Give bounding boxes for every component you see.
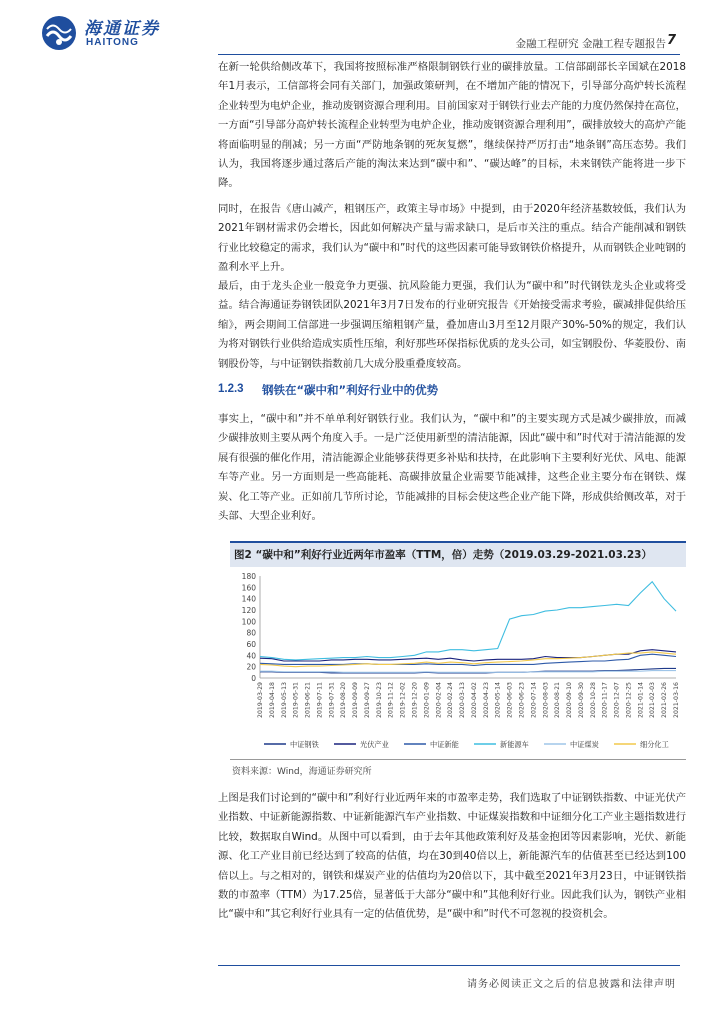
haitong-emblem-icon — [40, 14, 78, 52]
x-tick-label: 2020-11-17 — [601, 682, 609, 718]
x-tick-label: 2020-06-23 — [518, 682, 526, 718]
x-tick-label: 2019-06-21 — [304, 682, 312, 718]
x-tick-label: 2019-08-20 — [340, 682, 348, 718]
legend-label: 中证钢铁 — [290, 740, 319, 749]
x-tick-label: 2020-06-03 — [506, 682, 514, 718]
x-tick-label: 2019-12-20 — [411, 682, 419, 718]
x-tick-label: 2020-12-25 — [625, 682, 633, 718]
source-divider — [230, 759, 686, 760]
paragraph-leaders: 最后，由于龙头企业一般竞争力更强、抗风险能力更强，我们认为“碳中和”时代钢铁龙头企业或将受益。结合海通证券钢铁团队2021年3月7日发布的行业研究报告《开始接受需求考验，碳减排促供给压缩》，两会期间工信部进一步强调压缩粗钢产量，叠加唐山3月至12月限产30%-50%的规定，我们认为将对钢铁行业供给造成实质性压缩，利好那些环保指标优质的龙头公司，如宝钢股份、华菱股份、南钢股份等，与中证钢铁指数前几大成分股重叠度较高。 — [218, 280, 686, 370]
header-divider — [218, 54, 680, 55]
x-tick-label: 2019-11-12 — [387, 682, 395, 718]
x-tick-label: 2020-04-02 — [470, 682, 478, 718]
legend-label: 光伏产业 — [360, 740, 389, 749]
x-tick-label: 2021-03-16 — [673, 682, 680, 718]
paragraph-supply-reform: 在新一轮供给侧改革下，我国将按照标准严格限制钢铁行业的碳排放量。工信部副部长辛国斌在2018年1月表示，工信部将会同有关部门，加强政策研判，在不增加产能的情况下，引导部分高炉转长流程企业转型为电炉企业，推动废钢资源合理利用。目前国家对于钢铁行业去产能的力度仍然保持在高位，一方面“引导部分高炉转长流程企业转型为电炉企业，推动废钢资源合理利用”，碳排放较大的高炉产能将面临明显的削减；另一方面“严防地条钢的死灰复燃”，继续保持严厉打击“地条钢”高压态势。我们认为，我国将逐步通过落后产能的淘汰来达到“碳中和”、“碳达峰”的目标，未来钢铁产能将进一步下降。 — [218, 61, 686, 190]
x-tick-label: 2019-05-31 — [292, 682, 300, 718]
x-tick-label: 2020-02-04 — [435, 682, 443, 718]
y-tick-label: 100 — [241, 617, 256, 627]
x-tick-label: 2019-09-09 — [352, 682, 360, 718]
haitong-logo — [40, 12, 170, 54]
figure-caption-bar — [230, 541, 686, 567]
x-tick-label: 2020-08-21 — [554, 682, 562, 718]
series-line — [260, 650, 676, 661]
x-tick-label: 2020-03-13 — [459, 682, 467, 718]
x-tick-label: 2019-05-13 — [280, 682, 288, 718]
x-tick-label: 2021-02-03 — [649, 682, 657, 718]
brand-name-en: HAITONG — [86, 37, 139, 48]
legend-label: 中证新能 — [430, 740, 459, 749]
y-tick-label: 0 — [251, 674, 256, 683]
x-tick-label: 2020-09-10 — [566, 682, 574, 718]
y-tick-label: 160 — [241, 583, 256, 593]
footer-divider — [218, 965, 680, 966]
y-tick-label: 80 — [246, 628, 256, 638]
x-tick-label: 2019-10-23 — [375, 682, 383, 718]
x-tick-label: 2019-04-18 — [268, 682, 276, 718]
x-tick-label: 2019-07-31 — [328, 682, 336, 718]
legend-label: 中证煤炭 — [570, 740, 599, 749]
pe-line-chart — [230, 568, 686, 760]
brand-name-cn: 海通证券 — [84, 19, 160, 39]
y-tick-label: 60 — [246, 640, 256, 649]
x-tick-label: 2020-08-03 — [542, 682, 550, 718]
figure-caption: 图2 “碳中和”利好行业近两年市盈率（TTM，倍）走势（2019.03.29-2021.03.23） — [234, 549, 652, 561]
x-tick-label: 2019-07-11 — [316, 682, 324, 718]
series-line — [260, 671, 676, 673]
y-tick-label: 40 — [246, 651, 256, 661]
x-tick-label: 2020-12-07 — [613, 682, 621, 718]
y-tick-label: 120 — [241, 606, 256, 615]
series-line — [260, 654, 676, 665]
figure-source: 资料来源：Wind，海通证券研究所 — [232, 767, 372, 777]
x-tick-label: 2020-01-09 — [423, 682, 431, 718]
x-tick-label: 2021-02-26 — [661, 682, 669, 718]
x-tick-label: 2021-01-14 — [637, 682, 645, 718]
x-tick-label: 2019-12-02 — [399, 682, 407, 718]
x-tick-label: 2020-09-30 — [577, 682, 585, 718]
x-tick-label: 2020-05-14 — [494, 682, 502, 718]
page-number: 7 — [666, 33, 676, 48]
paragraph-carbon-neutral: 事实上，“碳中和”并不单单利好钢铁行业。我们认为，“碳中和”的主要实现方式是减少碳排放，而减少碳排放则主要从两个角度入手。一是广泛使用新型的清洁能源，因此“碳中和”时代对于清洁能源的发展有很强的催化作用，清洁能源企业能够获得更多补贴和扶持，在此影响下主要利好光伏、风电、能源车等产业。另一方面则是一些高能耗、高碳排放量企业需要节能减排，这些企业主要分布在钢铁、煤炭、化工等产业。正如前几节所讨论，节能减排的目标会使这些企业产能下降，形成供给侧改革，对于头部、大型企业利好。 — [218, 413, 686, 523]
report-type: 金融工程研究 金融工程专题报告 — [515, 38, 666, 50]
y-tick-label: 180 — [241, 572, 256, 581]
footer-disclaimer: 请务必阅读正文之后的信息披露和法律声明 — [467, 979, 676, 990]
y-tick-label: 20 — [246, 662, 256, 672]
legend-label: 细分化工 — [640, 740, 669, 749]
section-number: 1.2.3 — [218, 383, 244, 395]
x-tick-label: 2020-10-28 — [589, 682, 597, 718]
paragraph-valuation: 上图是我们讨论到的“碳中和”利好行业近两年来的市盈率走势，我们选取了中证钢铁指数、中证光伏产业指数、中证新能源指数、中证新能源汽车产业指数、中证煤炭指数和中证细分化工产业主题指数进行比较，数据取自Wind。从图中可以看到，由于去年其他政策利好及基金抱团等因素影响，光伏、新能源、化工产业目前已经达到了较高的估值，均在30到40倍以上，新能源汽车的估值甚至已经达到100倍以上。与之相对的，钢铁和煤炭产业的估值均为20倍以下，其中截至2021年3月23日，中证钢铁指数的市盈率（TTM）为17.25倍，显著低于大部分“碳中和”其他利好行业。因此我们认为，钢铁产业相比“碳中和”其它利好行业具有一定的估值优势，是“碳中和”时代不可忽视的投资机会。 — [218, 792, 686, 921]
x-tick-label: 2019-03-29 — [257, 682, 264, 718]
series-line — [260, 582, 676, 660]
x-tick-label: 2020-04-23 — [482, 682, 490, 718]
paragraph-demand: 同时，在报告《唐山减产，粗钢压产，政策主导市场》中提到，由于2020年经济基数较低，我们认为2021年钢材需求仍会增长，因此如何解决产量与需求缺口，是后市关注的重点。结合产能削减和钢铁行业比较稳定的需求，我们认为“碳中和”时代的这些因素可能导致钢铁价格提升，从而钢铁企业吨钢的盈利水平上升。 — [218, 203, 686, 274]
x-tick-label: 2020-02-24 — [447, 682, 455, 718]
legend-label: 新能源车 — [500, 740, 529, 749]
x-tick-label: 2020-07-14 — [530, 682, 538, 718]
y-tick-label: 140 — [241, 594, 256, 604]
section-title: 钢铁在“碳中和”利好行业中的优势 — [262, 383, 439, 397]
x-tick-label: 2019-09-27 — [363, 682, 371, 718]
